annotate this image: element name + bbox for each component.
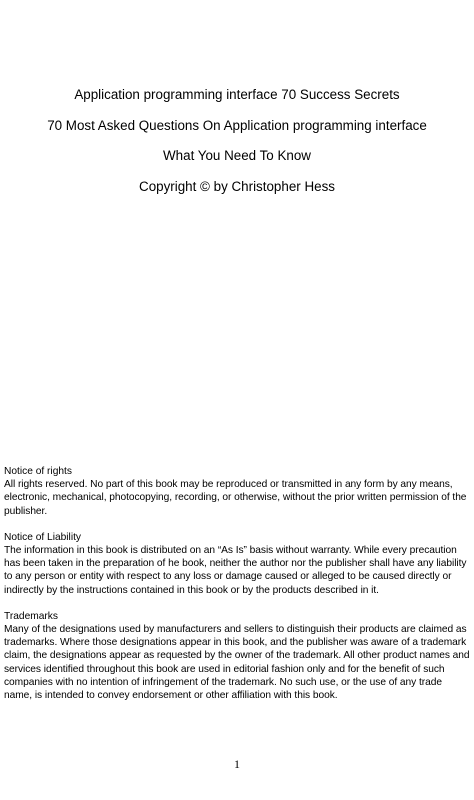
legal-notices <box>4 465 470 715</box>
notice-body: All rights reserved. No part of this book may be reproduced or transmitted in any form by any means, electronic, mechanical, photocopying, recording, or otherwise, without the prior written permission of the publisher. <box>4 479 467 517</box>
notice-trademarks <box>4 610 470 702</box>
book-subtitle: 70 Most Asked Questions On Application programming interface <box>47 117 427 133</box>
book-title: Application programming interface 70 Success Secrets <box>74 87 400 102</box>
notice-of-liability <box>4 531 470 597</box>
notice-body: Many of the designations used by manufacturers and sellers to distinguish their products are claimed as trademarks. Where those designations appear in this book, and the publisher was aware of a trademark claim, the designations appear as requested by the owner of the trademark. All other product names and services identified throughout this book are used in editorial fashion only and for the benefit of such companies with no intention of infringement of the trademark. No such use, or the use of any trade name, is intended to convey endorsement or other affiliation with this book. <box>4 624 470 702</box>
notice-heading: Notice of Liability <box>4 531 82 543</box>
book-tagline: What You Need To Know <box>163 148 311 163</box>
copyright-line: Copyright © by Christopher Hess <box>139 178 335 194</box>
title-block <box>0 86 474 208</box>
notice-body: The information in this book is distributed on an “As Is” basis without warranty. While every precaution has been taken in the preparation of he book, neither the author nor the publisher shall have any liability to any person or entity with respect to any loss or damage caused or alleged to be caused directly or indirectly by the instructions contained in this book or by the products described in it. <box>4 545 467 596</box>
notice-of-rights <box>4 465 470 518</box>
notice-heading: Notice of rights <box>4 466 72 477</box>
notice-heading: Trademarks <box>4 610 58 622</box>
page-number: 1 <box>234 757 240 771</box>
